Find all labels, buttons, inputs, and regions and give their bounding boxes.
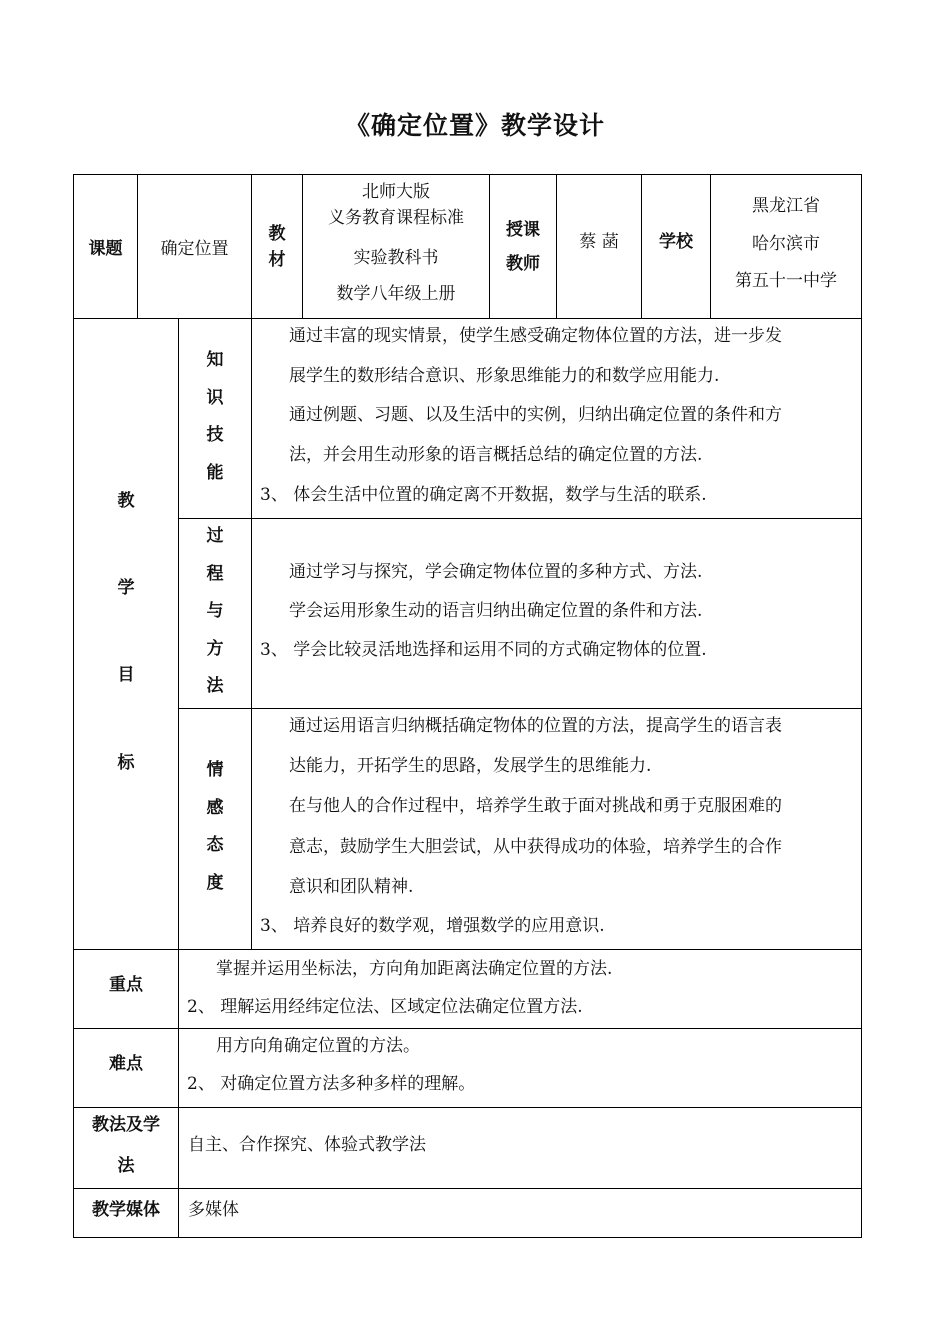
media-label: 教学媒体 — [92, 1200, 160, 1220]
school-info: 黑龙江省 哈尔滨市 第五十一中学 — [735, 196, 837, 291]
goals-label: 教 学 目 标 — [117, 491, 135, 773]
teacher-name: 蔡 菡 — [579, 231, 619, 252]
process-content: 通过学习与探究，学会确定物体位置的多种方式、方法. 学会运用形象生动的语言归纳出确定位置的条件和方法. 3、 学会比较灵活地选择和运用不同的方式确定物体的位置. — [260, 562, 707, 660]
knowledge-content: 通过丰富的现实情景，使学生感受确定物体位置的方法，进一步发 展学生的数形结合意识、形象思维能力的和数学应用能力. 通过例题、习题、以及生活中的实例，归纳出确定位置的条件和方 法，并会用生动形象的语言概括总结的确定位置的方法. 3、 体会生活中位置的确定离不开数据，数学与生活的联系. — [260, 326, 782, 505]
teacher-label: 授课 教师 — [506, 219, 540, 274]
textbook-info: 北师大版 义务教育课程标准 实验教科书 数学八年级上册 — [328, 182, 464, 304]
key-points-label: 重点 — [109, 974, 143, 995]
methods-content: 自主、合作探究、体验式教学法 — [188, 1135, 426, 1155]
methods-label: 教法及学 法 — [92, 1115, 160, 1176]
difficulties-label: 难点 — [109, 1053, 143, 1074]
subject-label: 课题 — [88, 239, 123, 259]
textbook-label: 教 材 — [268, 223, 286, 270]
key-points-content: 掌握并运用坐标法，方向角加距离法确定位置的方法. 2、 理解运用经纬定位法、区域定位法确定位置方法. — [187, 959, 613, 1017]
knowledge-label: 知 识 技 能 — [206, 350, 224, 483]
media-content: 多媒体 — [188, 1200, 239, 1220]
process-label: 过 程 与 方 法 — [206, 526, 224, 696]
emotion-label: 情 感 态 度 — [206, 760, 224, 893]
subject-value: 确定位置 — [160, 239, 229, 259]
school-label: 学校 — [659, 231, 693, 252]
difficulties-content: 用方向角确定位置的方法。 2、 对确定位置方法多种多样的理解。 — [187, 1036, 476, 1094]
document-title: 《确定位置》教学设计 — [344, 111, 605, 140]
emotion-content: 通过运用语言归纳概括确定物体的位置的方法，提高学生的语言表 达能力，开拓学生的思路，发展学生的思维能力. 在与他人的合作过程中，培养学生敢于面对挑战和勇于克服困难的 意志，鼓励学生大胆尝试，从中获得成功的体验，培养学生的合作 意识和团队精神. 3、 培养良好的数学观，增强数学的应用意识. — [260, 716, 782, 936]
